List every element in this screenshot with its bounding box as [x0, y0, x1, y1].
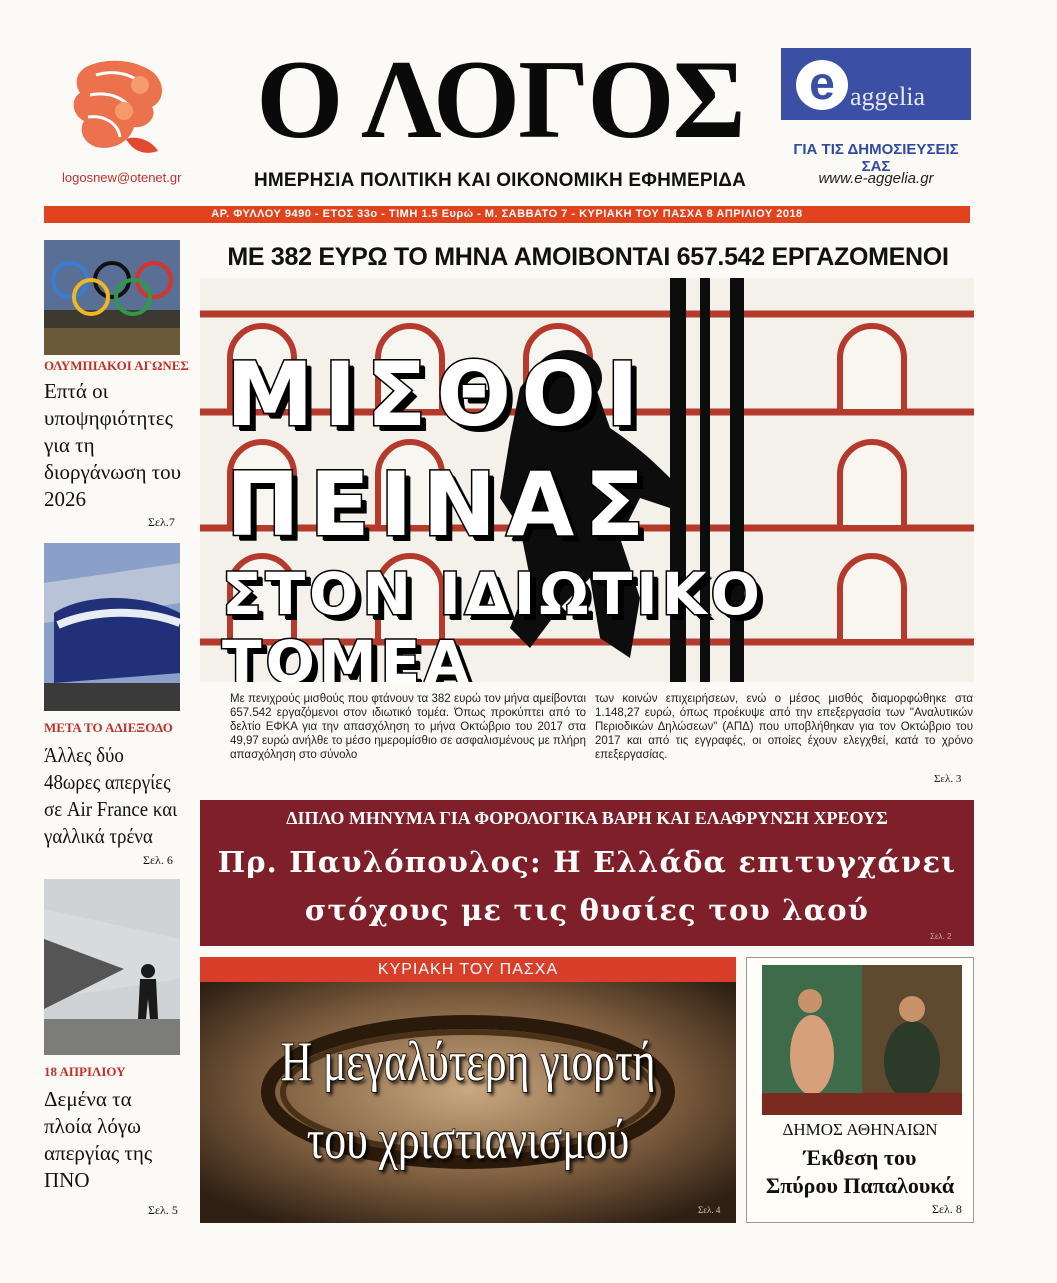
sidebar-kicker-ships: 18 ΑΠΡΙΛΙΟΥ — [44, 1064, 126, 1079]
main-body-column-2: των κοινών επιχειρήσεων, ενώ ο μέσος μισθός διαμορφώθηκε στα 1.148,27 ευρώ, όπως προέκυψε από την επεξεργασία των "Αναλυτικών Περιοδικών Δηλώσεων" (ΑΠΔ) που υποβλήθηκαν για τον Οκτώβριο του 2017 και από τις εγγραφές, οι οποίες έχουν ελεγχθεί, κατά το χρόνο επεξεργασίας. — [595, 693, 973, 761]
train-photo — [44, 543, 180, 711]
banner-headline-line-1: Πρ. Παυλόπουλος: Η Ελλάδα επιτυγχάνει — [217, 845, 957, 879]
sidebar-headline-olympics: Επτά οι υποψηφιότητες για τη διοργάνωση του 2026 — [44, 379, 182, 511]
art-page-ref: Σελ. 8 — [932, 1202, 962, 1216]
masthead-email: logosnew@otenet.gr — [62, 170, 182, 185]
easter-label: ΚΥΡΙΑΚΗ ΤΟΥ ΠΑΣΧΑ — [200, 957, 736, 982]
sidebar-kicker-olympics: ΟΛΥΜΠΙΑΚΟΙ ΑΓΩΝΕΣ — [44, 358, 189, 373]
sidebar-page-ships: Σελ. 5 — [148, 1203, 178, 1217]
hero-line-1: ΜΙΣΘΟΙ — [226, 343, 649, 446]
banner-page-ref: Σελ. 2 — [930, 932, 952, 941]
art-kicker: ΔΗΜΟΣ ΑΘΗΝΑΙΩΝ — [782, 1120, 938, 1139]
logo-figures-illustration — [66, 55, 178, 165]
eaggelia-tagline: ΓΙΑ ΤΙΣ ΔΗΜΟΣΙΕΥΣΕΙΣ ΣΑΣ — [793, 141, 959, 175]
olympic-rings-photo — [44, 240, 180, 355]
newspaper-title: Ο ΛΟΓΟΣ — [256, 38, 744, 162]
hero-line-3: ΣΤΟΝ ΙΔΙΩΤΙΚΟ ΤΟΜΕΑ — [222, 560, 764, 682]
hero-line-2: ΠΕΙΝΑΣ — [226, 453, 655, 556]
main-page-ref: Σελ. 3 — [934, 773, 962, 785]
art-headline-line-1: Έκθεση του — [803, 1145, 917, 1170]
sidebar-headline-strikes: Άλλες δύο 48ωρες απεργίες σε Air France και γαλλικά τρένα — [44, 743, 178, 848]
newspaper-subtitle: ΗΜΕΡΗΣΙΑ ΠΟΛΙΤΙΚΗ ΚΑΙ ΟΙΚΟΝΟΜΙΚΗ ΕΦΗΜΕΡΙΔΑ — [253, 170, 747, 191]
crown-of-thorns-photo — [200, 982, 736, 1223]
sidebar-kicker-strikes: ΜΕΤΑ ΤΟ ΑΔΙΕΞΟΔΟ — [44, 720, 173, 735]
banner-kicker: ΔΙΠΛΟ ΜΗΝΥΜΑ ΓΙΑ ΦΟΡΟΛΟΓΙΚΑ ΒΑΡΗ ΚΑΙ ΕΛΑΦΡΥΝΣΗ ΧΡΕΟΥΣ — [286, 808, 888, 828]
easter-headline-line-1: Η μεγαλύτερη γιορτή — [280, 1031, 656, 1093]
main-body-column-1: Με πενιχρούς μισθούς που φτάνουν τα 382 ευρώ τον μήνα αμείβονται 657.542 εργαζόμενοι στον ιδιωτικό τομέα. Όπως προκύπτει από το δελτίο ΕΦΚΑ για την απασχόληση το μήνα Οκτώβριο του 2017 στα 49,97 ευρώ ανήλθε το μέσο ημερομίσθιο σε ασφαλισμένους με πλήρη απασχόληση στο σύνολο — [230, 693, 586, 761]
hero-image — [200, 278, 974, 682]
easter-page-ref: Σελ. 4 — [698, 1205, 721, 1215]
main-top-headline: ΜΕ 382 ΕΥΡΩ ΤΟ ΜΗΝΑ ΑΜΟΙΒΟΝΤΑΙ 657.542 ΕΡΓΑΖΟΜΕΝΟΙ — [227, 243, 949, 271]
eaggelia-logo-letter: e — [796, 60, 848, 110]
sidebar-page-strikes: Σελ. 6 — [143, 853, 173, 867]
issue-info-bar: ΑΡ. ΦΥΛΛΟΥ 9490 - ΕΤΟΣ 33ο - ΤΙΜΗ 1.5 Ευρώ - Μ. ΣΑΒΒΑΤΟ 7 - ΚΥΡΙΑΚΗ ΤΟΥ ΠΑΣΧΑ 8 ΑΠΡΙΛΙΟΥ 2018 — [44, 206, 970, 223]
papaloukas-painting — [762, 965, 962, 1115]
sidebar-page-olympics: Σελ.7 — [148, 515, 175, 529]
ship-harbor-photo — [44, 879, 180, 1055]
banner-headline-line-2: στόχους με τις θυσίες του λαού — [304, 893, 870, 927]
eaggelia-url: www.e-aggelia.gr — [818, 170, 934, 187]
sidebar-headline-ships: Δεμένα τα πλοία λόγω απεργίας της ΠΝΟ — [44, 1087, 153, 1192]
easter-headline-line-2: του χριστιανισμού — [306, 1109, 630, 1171]
eaggelia-logo-word: aggelia — [850, 82, 926, 111]
art-headline-line-2: Σπύρου Παπαλουκά — [765, 1173, 955, 1198]
